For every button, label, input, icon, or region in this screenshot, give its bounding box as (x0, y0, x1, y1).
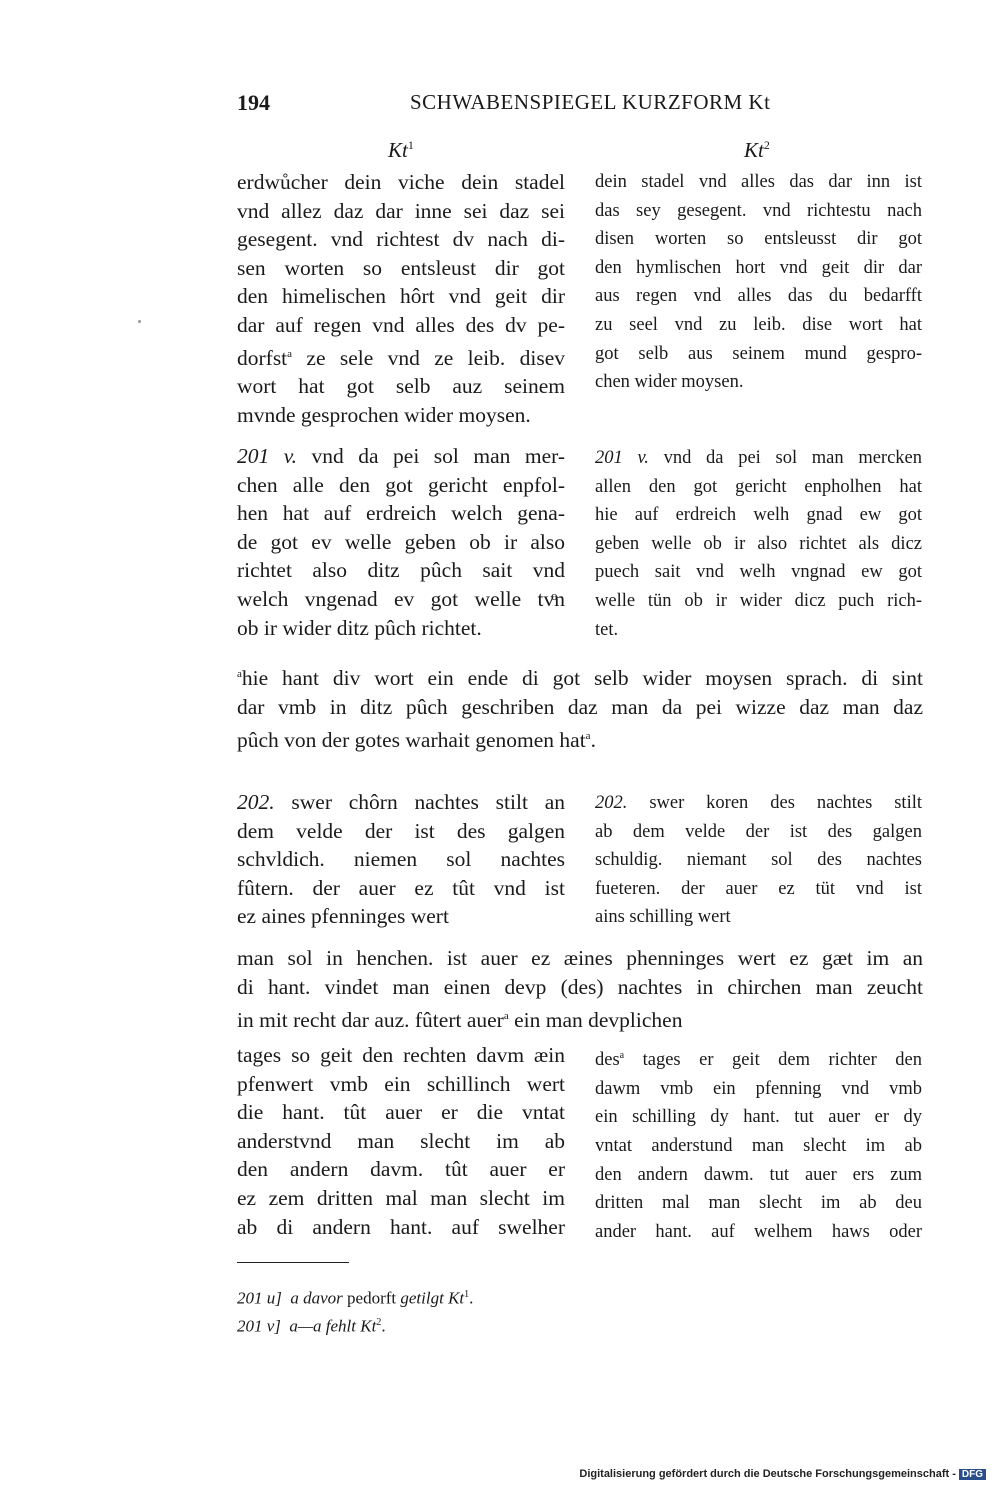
text-line: aus regen vnd alles das du bedarfft (595, 286, 922, 307)
text-line: dar vmb in ditz pûch geschriben daz man da pei wizze daz man daz (237, 695, 923, 720)
text-line: schuldig. niemant sol des nachtes (595, 850, 922, 871)
full-paragraph-1 (237, 660, 923, 755)
text-fragment: in mit recht dar auz. fûtert auer (237, 1008, 504, 1033)
footnote-sup: 2 (376, 1316, 382, 1328)
text-line (595, 789, 922, 818)
text-line: fûtern. der auer ez tût vnd ist (237, 875, 565, 900)
text-line: dawm vmb ein pfenning vnd vmb (595, 1078, 922, 1099)
running-title: SCHWABENSPIEGEL KURZFORM Kt (410, 90, 771, 114)
text-line: hie auf erdreich welh gnad ew got (595, 505, 922, 526)
text-fragment: des (595, 1050, 620, 1071)
text-line: erdwůcher dein viche dein stadel (237, 170, 565, 194)
footnote-ref: 201 v] (237, 1316, 281, 1336)
column-head-left-sup: 1 (407, 138, 414, 152)
text-line (237, 660, 923, 693)
column-head-left-text: Kt (388, 138, 408, 162)
text-line: vntat anderstund man slecht im ab (595, 1135, 922, 1156)
text-fragment: dorfst (237, 345, 288, 370)
text-line: ein schilling dy hant. tut auer er dy (595, 1107, 922, 1128)
footnote-rule (237, 1262, 349, 1263)
text-fragment: swer koren des nachtes stilt (649, 793, 922, 813)
text-line: richtet also ditz pûch sait vnd (237, 558, 565, 583)
footnote-line (237, 1283, 473, 1311)
block2-right (595, 444, 922, 644)
text-line: den hymlischen hort vnd geit dir dar (595, 257, 922, 278)
text-fragment: vnd da pei sol man mercken (663, 448, 923, 468)
text-line: fueteren. der auer ez tüt vnd ist (595, 878, 922, 899)
section-label: 202. (237, 790, 275, 814)
text-line: geben welle ob ir also richtet als dicz (595, 533, 922, 554)
text-line: tet. (595, 619, 619, 640)
text-line: dar auf regen vnd alles des dv pe- (237, 312, 565, 337)
footnote-text: . (469, 1288, 474, 1308)
text-line: welle tün ob ir wider dicz puch rich- (595, 590, 922, 611)
text-line (237, 1002, 923, 1035)
text-fragment: tages er geit dem richter den (642, 1050, 922, 1071)
digitization-footer (579, 1468, 986, 1480)
text-fragment: ein man devplichen (514, 1008, 683, 1033)
block4-left (237, 1041, 565, 1241)
text-line (237, 340, 565, 373)
section-label: 201 v. (237, 444, 298, 468)
column-head-right-text: Kt (744, 138, 764, 162)
text-line: das sey gesegent. vnd richtestu nach (595, 200, 922, 221)
text-line: ez aines pfenninges wert (237, 904, 449, 929)
text-fragment: pûch von der gotes warhait genomen hat (237, 728, 586, 753)
text-line: anderstvnd man slecht im ab (237, 1128, 565, 1153)
text-line: chen wider moysen. (595, 372, 744, 393)
footnote-text: pedorft (347, 1288, 397, 1308)
text-line: den andern davm. tût auer er (237, 1157, 565, 1182)
text-line: chen alle den got gericht enpfol- (237, 472, 565, 497)
text-line: man sol in henchen. ist auer ez æines phenninges wert ez gæt im an (237, 946, 923, 970)
text-line: hen hat auf erdreich welch gena- (237, 501, 565, 526)
text-fragment: vnd da pei sol man mer- (311, 444, 566, 468)
text-line: pfenwert vmb ein schillinch wert (237, 1071, 565, 1096)
footnote-text: . (381, 1316, 386, 1336)
text-line: ez zem dritten mal man slecht im (237, 1185, 565, 1210)
text-line: dein stadel vnd alles das dar inn ist (595, 172, 922, 192)
block3-right (595, 789, 922, 932)
footnotes (237, 1283, 473, 1338)
text-line: di hant. vindet man einen devp (des) nachtes in chirchen man zeucht (237, 975, 923, 999)
page-number: 194 (237, 90, 270, 115)
footnote-marker: a (503, 1010, 509, 1022)
footnote-ref: 201 u] (237, 1288, 282, 1308)
text-line: gesegent. vnd richtest dv nach di- (237, 227, 565, 252)
text-line: den himelischen hôrt vnd geit dir (237, 284, 565, 309)
footnote-sup: 1 (464, 1289, 470, 1300)
text-line: ains schilling wert (595, 907, 731, 928)
text-line: dritten mal man slecht im ab deu (595, 1193, 922, 1214)
footnote-marker: a (237, 668, 242, 680)
text-line (237, 788, 565, 817)
column-head-left (388, 138, 414, 163)
text-line: wort hat got selb auz seinem (237, 374, 565, 399)
margin-speck (138, 320, 141, 323)
text-line (237, 722, 923, 755)
text-fragment: ze sele vnd ze leib. disev (306, 345, 565, 370)
section-label: 202. (595, 793, 628, 813)
text-line: mvnde gesprochen wider moysen. (237, 402, 531, 427)
block2-left (237, 442, 565, 642)
footer-text: Digitalisierung gefördert durch die Deutsche Forschungsgemeinschaft - (579, 1468, 956, 1480)
text-line: got selb aus seinem mund gespro- (595, 343, 922, 364)
text-line (595, 1042, 922, 1075)
text-fragment: hie hant div wort ein ende di got selb wider moysen sprach. di sint (241, 666, 923, 691)
footnote-marker: a (287, 347, 293, 360)
text-line: dem velde der ist des galgen (237, 818, 565, 843)
text-line: ob ir wider ditz pûch richtet. (237, 615, 482, 640)
text-line (595, 444, 922, 473)
text-line: den andern dawm. tut auer ers zum (595, 1164, 922, 1185)
column-head-right-sup: 2 (763, 138, 770, 152)
footnote-text: getilgt Kt (400, 1288, 465, 1308)
text-line: sen worten so entsleust dir got (237, 255, 565, 280)
text-line: de got ev welle geben ob ir also (237, 529, 565, 554)
section-label: 201 v. (595, 448, 649, 468)
text-line: welch vngenad ev got welle tvͦn (237, 586, 565, 611)
text-line: puech sait vnd welh vngnad ew got (595, 562, 922, 583)
text-line: vnd allez daz dar inne sei daz sei (237, 198, 565, 223)
text-line: ander hant. auf welhem haws oder (595, 1221, 922, 1242)
text-line: disen worten so entsleusst dir got (595, 229, 922, 250)
text-line: allen den got gericht enpholhen hat (595, 476, 922, 497)
text-line: schvldich. niemen sol nachtes (237, 847, 565, 872)
text-fragment: swer chôrn nachtes stilt an (291, 790, 565, 814)
footnote-marker: a (619, 1050, 625, 1061)
text-line: ab di andern hant. auf swelher (237, 1214, 565, 1239)
footnote-text: a—a fehlt Kt (289, 1316, 377, 1336)
text-line (237, 442, 565, 471)
block3-left (237, 788, 565, 931)
column-head-right (744, 138, 770, 163)
full-paragraph-2 (237, 944, 923, 1035)
text-line: tages so geit den rechten davm æin (237, 1043, 565, 1067)
block1-right (595, 168, 922, 397)
block1-left (237, 168, 565, 430)
text-line: ab dem velde der ist des galgen (595, 821, 922, 842)
block4-right (595, 1042, 922, 1246)
text-line: die hant. tût auer er die vntat (237, 1100, 565, 1125)
footnote-line (237, 1311, 473, 1339)
dfg-logo: DFG (959, 1469, 986, 1480)
footnote-text: a davor (290, 1288, 343, 1308)
footnote-marker: a (585, 730, 591, 743)
text-line: zu seel vnd zu leib. dise wort hat (595, 314, 922, 335)
text-fragment: . (590, 728, 596, 753)
